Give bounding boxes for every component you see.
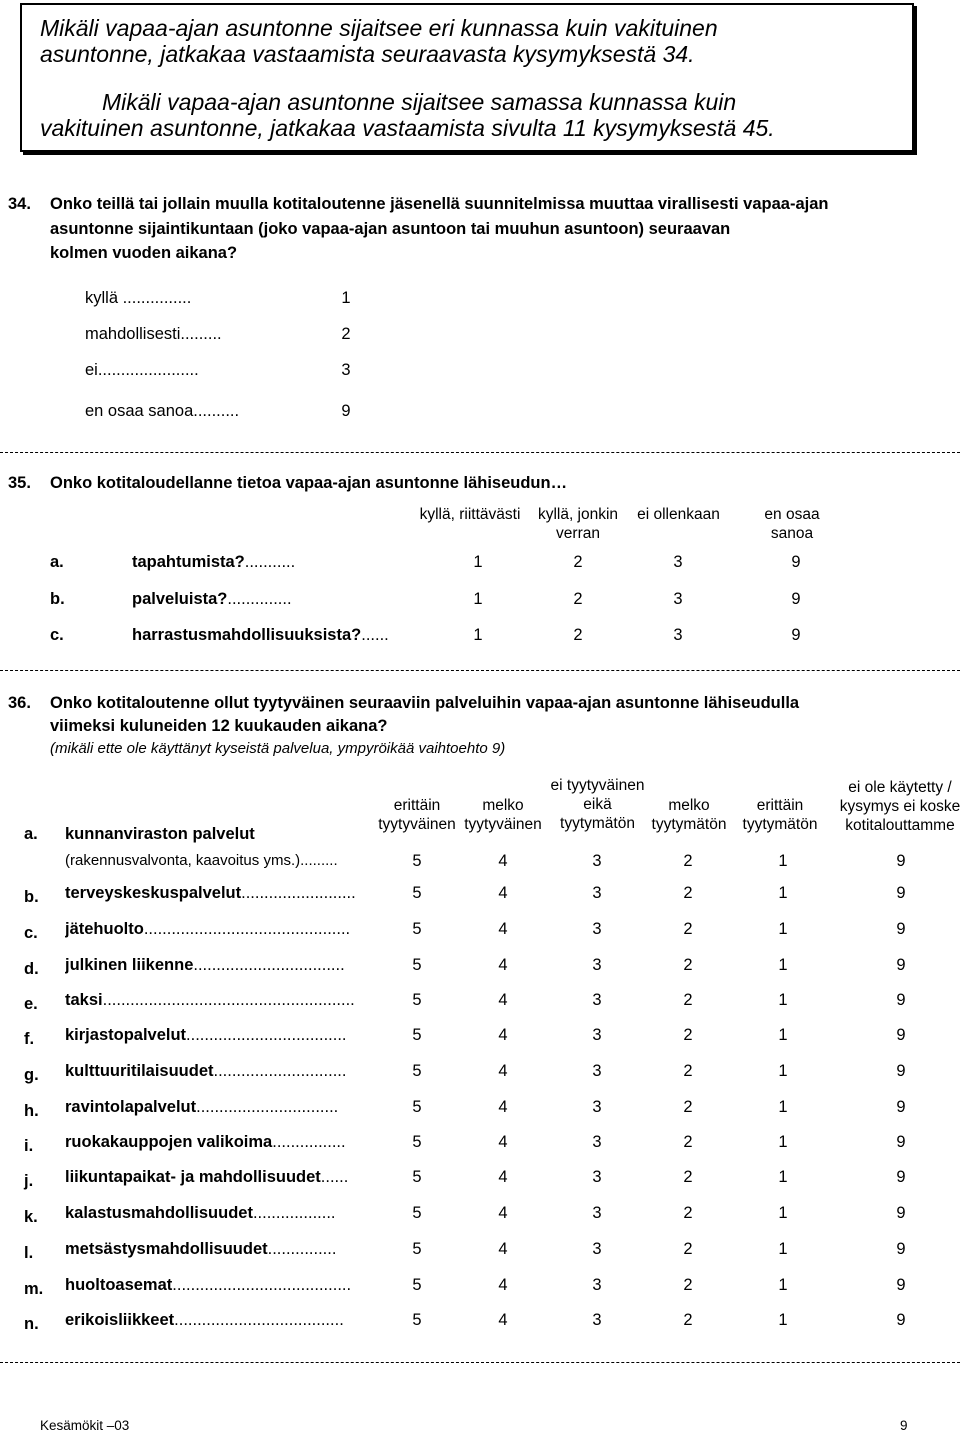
response-code[interactable]: 3 xyxy=(592,1133,602,1151)
row-label xyxy=(132,553,295,572)
row-label xyxy=(65,991,363,1010)
row-letter: b. xyxy=(24,888,39,906)
row-letter: c. xyxy=(50,626,64,644)
row-letter: n. xyxy=(24,1315,39,1333)
response-code[interactable]: 3 xyxy=(592,1026,602,1044)
response-code[interactable]: 9 xyxy=(896,991,906,1009)
response-code[interactable]: 4 xyxy=(498,920,508,938)
response-code[interactable]: 9 xyxy=(896,1204,906,1222)
notice-line-3: Mikäli vapaa-ajan asuntonne sijaitsee samassa kunnassa kuin xyxy=(102,89,737,115)
column-header: ei ollenkaan xyxy=(637,506,720,523)
row-letter: f. xyxy=(24,1030,35,1048)
response-code[interactable]: 2 xyxy=(683,991,693,1009)
row-label xyxy=(65,1062,363,1081)
response-code[interactable]: 4 xyxy=(498,991,508,1009)
row-label xyxy=(65,1098,363,1117)
row-label-text: tapahtumista? xyxy=(132,553,245,571)
row-sublabel xyxy=(65,852,338,869)
response-code[interactable]: 2 xyxy=(683,1133,693,1151)
response-code[interactable]: 3 xyxy=(673,590,683,608)
column-header: erittäin tyytymätön xyxy=(742,797,818,833)
row-dots: ................................. xyxy=(193,956,345,974)
response-code[interactable]: 4 xyxy=(498,1311,508,1329)
row-letter: e. xyxy=(24,995,38,1013)
response-code[interactable]: 2 xyxy=(683,1311,693,1329)
page-number: 9 xyxy=(900,1418,908,1433)
response-code[interactable]: 3 xyxy=(341,361,351,379)
row-dots: ...... xyxy=(320,1168,349,1186)
q34-number: 34. xyxy=(8,195,31,213)
response-code[interactable]: 9 xyxy=(896,1062,906,1080)
row-letter: m. xyxy=(24,1280,44,1298)
response-code[interactable]: 4 xyxy=(498,1240,508,1258)
row-dots: .............. xyxy=(227,590,292,608)
response-code[interactable]: 1 xyxy=(778,1062,788,1080)
option-label: en osaa sanoa.......... xyxy=(85,402,240,420)
row-label xyxy=(65,1133,363,1152)
row-dots: ............... xyxy=(267,1240,337,1258)
response-code[interactable]: 2 xyxy=(683,852,693,870)
divider xyxy=(0,452,960,453)
response-code[interactable]: 4 xyxy=(498,1098,508,1116)
column-header: kyllä, jonkin verran xyxy=(537,506,619,542)
response-code[interactable]: 4 xyxy=(498,1204,508,1222)
row-label-text: metsästysmahdollisuudet xyxy=(65,1240,268,1258)
divider xyxy=(0,1362,960,1363)
option-label: kyllä ............... xyxy=(85,289,192,307)
response-code[interactable]: 2 xyxy=(683,1062,693,1080)
response-code[interactable]: 1 xyxy=(473,626,483,644)
response-code[interactable]: 3 xyxy=(592,1062,602,1080)
row-dots: ..................................... xyxy=(174,1311,344,1329)
response-code[interactable]: 9 xyxy=(896,1276,906,1294)
row-label-text: julkinen liikenne xyxy=(65,956,194,974)
response-code[interactable]: 3 xyxy=(592,1168,602,1186)
response-code[interactable]: 9 xyxy=(791,590,801,608)
response-code[interactable]: 3 xyxy=(592,1098,602,1116)
row-label-text: ravintolapalvelut xyxy=(65,1098,197,1116)
row-letter: g. xyxy=(24,1066,39,1084)
column-header: melko tyytymätön xyxy=(651,797,727,833)
row-dots: ............................. xyxy=(213,1062,347,1080)
response-code[interactable]: 4 xyxy=(498,956,508,974)
row-letter: k. xyxy=(24,1208,38,1226)
response-code[interactable]: 5 xyxy=(412,920,422,938)
response-code[interactable]: 2 xyxy=(573,626,583,644)
notice-line-1: Mikäli vapaa-ajan asuntonne sijaitsee eri kunnassa kuin vakituinen xyxy=(40,15,718,41)
row-dots: ................................... xyxy=(186,1026,347,1044)
row-label xyxy=(65,884,363,903)
divider xyxy=(0,670,960,671)
row-dots: .................. xyxy=(252,1204,336,1222)
q35-text: Onko kotitaloudellanne tietoa vapaa-ajan asuntonne lähiseudun… xyxy=(50,474,568,492)
response-code[interactable]: 2 xyxy=(683,956,693,974)
row-dots: ....................................... xyxy=(172,1276,352,1294)
response-code[interactable]: 2 xyxy=(683,1204,693,1222)
row-letter: b. xyxy=(50,590,65,608)
response-code[interactable]: 1 xyxy=(778,1168,788,1186)
response-code[interactable]: 9 xyxy=(896,1168,906,1186)
response-code[interactable]: 5 xyxy=(412,956,422,974)
response-code[interactable]: 4 xyxy=(498,852,508,870)
response-code[interactable]: 9 xyxy=(341,402,351,420)
column-header: erittäin tyytyväinen xyxy=(378,797,456,833)
response-code[interactable]: 9 xyxy=(791,626,801,644)
response-code[interactable]: 1 xyxy=(778,852,788,870)
response-code[interactable]: 2 xyxy=(341,325,351,343)
notice-line-2: asuntonne, jatkakaa vastaamista seuraavasta kysymyksestä 34. xyxy=(40,41,695,67)
response-code[interactable]: 1 xyxy=(778,1240,788,1258)
q36-number: 36. xyxy=(8,694,31,712)
row-label-text: palveluista? xyxy=(132,590,228,608)
row-letter: a. xyxy=(50,553,64,571)
response-code[interactable]: 4 xyxy=(498,1062,508,1080)
response-code[interactable]: 3 xyxy=(592,884,602,902)
notice-box xyxy=(20,3,914,152)
response-code[interactable]: 2 xyxy=(683,1168,693,1186)
row-dots: ........... xyxy=(244,553,296,571)
response-code[interactable]: 9 xyxy=(896,1026,906,1044)
row-dots: ......... xyxy=(300,852,338,869)
row-label xyxy=(65,1204,363,1223)
response-code[interactable]: 5 xyxy=(412,991,422,1009)
response-code[interactable]: 1 xyxy=(473,590,483,608)
column-header: ei tyytyväinen eikä tyytymätön xyxy=(550,777,645,832)
response-code[interactable]: 9 xyxy=(896,1133,906,1151)
q36-text-1: Onko kotitaloutenne ollut tyytyväinen seuraaviin palveluihin vapaa-ajan asuntonne lähiseudulla xyxy=(50,694,800,712)
response-code[interactable]: 2 xyxy=(683,920,693,938)
q34-text-3: kolmen vuoden aikana? xyxy=(50,244,238,262)
response-code[interactable]: 1 xyxy=(341,289,351,307)
response-code[interactable]: 9 xyxy=(896,920,906,938)
column-header: ei ole käytetty / kysymys ei koske kotitalouttamme xyxy=(839,779,960,834)
response-code[interactable]: 5 xyxy=(412,1276,422,1294)
response-code[interactable]: 3 xyxy=(592,920,602,938)
row-label xyxy=(65,1240,363,1259)
response-code[interactable]: 4 xyxy=(498,1133,508,1151)
option-label: ei...................... xyxy=(85,361,199,379)
row-label xyxy=(65,956,363,975)
row-label xyxy=(132,590,292,609)
row-dots: ................ xyxy=(272,1133,346,1151)
response-code[interactable]: 1 xyxy=(778,956,788,974)
q34-text-1: Onko teillä tai jollain muulla kotitaloutenne jäsenellä suunnitelmissa muuttaa virallisesti vapaa-ajan xyxy=(50,195,829,213)
response-code[interactable]: 4 xyxy=(498,1276,508,1294)
row-letter: d. xyxy=(24,960,39,978)
response-code[interactable]: 1 xyxy=(778,1098,788,1116)
q36-text-2: viimeksi kuluneiden 12 kuukauden aikana? xyxy=(50,717,388,735)
response-code[interactable]: 1 xyxy=(778,884,788,902)
row-label-text: taksi xyxy=(65,991,103,1009)
row-label xyxy=(65,1311,363,1330)
row-label: kunnanviraston palvelut xyxy=(65,825,255,843)
row-dots: ......................... xyxy=(241,884,356,902)
response-code[interactable]: 3 xyxy=(592,991,602,1009)
row-label xyxy=(65,1026,363,1045)
response-code[interactable]: 9 xyxy=(896,1311,906,1329)
response-code[interactable]: 3 xyxy=(592,956,602,974)
row-letter: a. xyxy=(24,825,38,843)
response-code[interactable]: 2 xyxy=(573,590,583,608)
response-code[interactable]: 5 xyxy=(412,852,422,870)
row-label-text: harrastusmahdollisuuksista? xyxy=(132,626,362,644)
option-label: mahdollisesti......... xyxy=(85,325,222,343)
response-code[interactable]: 1 xyxy=(778,1133,788,1151)
response-code[interactable]: 5 xyxy=(412,1240,422,1258)
response-code[interactable]: 9 xyxy=(896,956,906,974)
response-code[interactable]: 5 xyxy=(412,1204,422,1222)
row-letter: h. xyxy=(24,1102,39,1120)
row-label xyxy=(132,626,389,645)
row-label xyxy=(65,1276,363,1295)
row-label-text: kirjastopalvelut xyxy=(65,1026,187,1044)
row-letter: c. xyxy=(24,924,38,942)
column-header: kyllä, riittävästi xyxy=(419,506,521,523)
row-label-text: erikoisliikkeet xyxy=(65,1311,175,1329)
response-code[interactable]: 2 xyxy=(683,1276,693,1294)
q35-number: 35. xyxy=(8,474,31,492)
response-code[interactable]: 3 xyxy=(592,1311,602,1329)
response-code[interactable]: 3 xyxy=(592,1240,602,1258)
row-dots: ....................................................... xyxy=(102,991,355,1009)
notice-line-4: vakituinen asuntonne, jatkakaa vastaamista sivulta 11 kysymyksestä 45. xyxy=(40,115,775,141)
response-code[interactable]: 5 xyxy=(412,1168,422,1186)
row-dots: ............................... xyxy=(196,1098,339,1116)
row-label-text: liikuntapaikat- ja mahdollisuudet xyxy=(65,1168,321,1186)
row-label-text: jätehuolto xyxy=(65,920,144,938)
response-code[interactable]: 3 xyxy=(592,1204,602,1222)
row-letter: i. xyxy=(24,1137,34,1155)
row-label-text: kulttuuritilaisuudet xyxy=(65,1062,214,1080)
row-letter: j. xyxy=(24,1172,34,1190)
response-code[interactable]: 5 xyxy=(412,1311,422,1329)
response-code[interactable]: 5 xyxy=(412,1026,422,1044)
response-code[interactable]: 9 xyxy=(896,884,906,902)
response-code[interactable]: 9 xyxy=(896,1098,906,1116)
response-code[interactable]: 2 xyxy=(683,884,693,902)
q36-note: (mikäli ette ole käyttänyt kyseistä palvelua, ympyröikää vaihtoehto 9) xyxy=(50,740,506,757)
response-code[interactable]: 9 xyxy=(896,1240,906,1258)
response-code[interactable]: 2 xyxy=(683,1026,693,1044)
row-letter: l. xyxy=(24,1244,34,1262)
response-code[interactable]: 2 xyxy=(573,553,583,571)
row-label-text: huoltoasemat xyxy=(65,1276,173,1294)
column-header: melko tyytyväinen xyxy=(464,797,542,833)
response-code[interactable]: 1 xyxy=(473,553,483,571)
row-sublabel-text: (rakennusvalvonta, kaavoitus yms.) xyxy=(65,852,301,869)
response-code[interactable]: 4 xyxy=(498,1168,508,1186)
row-dots: ...... xyxy=(361,626,389,644)
response-code[interactable]: 9 xyxy=(791,553,801,571)
row-label-text: terveyskeskuspalvelut xyxy=(65,884,242,902)
row-dots: ............................................. xyxy=(143,920,351,938)
response-code[interactable]: 5 xyxy=(412,884,422,902)
response-code[interactable]: 3 xyxy=(673,553,683,571)
response-code[interactable]: 1 xyxy=(778,1276,788,1294)
response-code[interactable]: 9 xyxy=(896,852,906,870)
row-label-text: ruokakauppojen valikoima xyxy=(65,1133,273,1151)
footer-left: Kesämökit –03 xyxy=(40,1418,130,1433)
response-code[interactable]: 2 xyxy=(683,1240,693,1258)
row-label xyxy=(65,920,363,939)
response-code[interactable]: 1 xyxy=(778,1311,788,1329)
response-code[interactable]: 4 xyxy=(498,1026,508,1044)
response-code[interactable]: 1 xyxy=(778,991,788,1009)
response-code[interactable]: 5 xyxy=(412,1062,422,1080)
row-label-text: kalastusmahdollisuudet xyxy=(65,1204,253,1222)
response-code[interactable]: 1 xyxy=(778,920,788,938)
response-code[interactable]: 1 xyxy=(778,1204,788,1222)
row-label xyxy=(65,1168,363,1187)
response-code[interactable]: 3 xyxy=(673,626,683,644)
response-code[interactable]: 2 xyxy=(683,1098,693,1116)
column-header: en osaa sanoa xyxy=(764,506,820,542)
response-code[interactable]: 3 xyxy=(592,1276,602,1294)
response-code[interactable]: 3 xyxy=(592,852,602,870)
response-code[interactable]: 5 xyxy=(412,1098,422,1116)
response-code[interactable]: 1 xyxy=(778,1026,788,1044)
q34-text-2: asuntonne sijaintikuntaan (joko vapaa-ajan asuntoon tai muuhun asuntoon) seuraavan xyxy=(50,220,731,238)
response-code[interactable]: 4 xyxy=(498,884,508,902)
response-code[interactable]: 5 xyxy=(412,1133,422,1151)
